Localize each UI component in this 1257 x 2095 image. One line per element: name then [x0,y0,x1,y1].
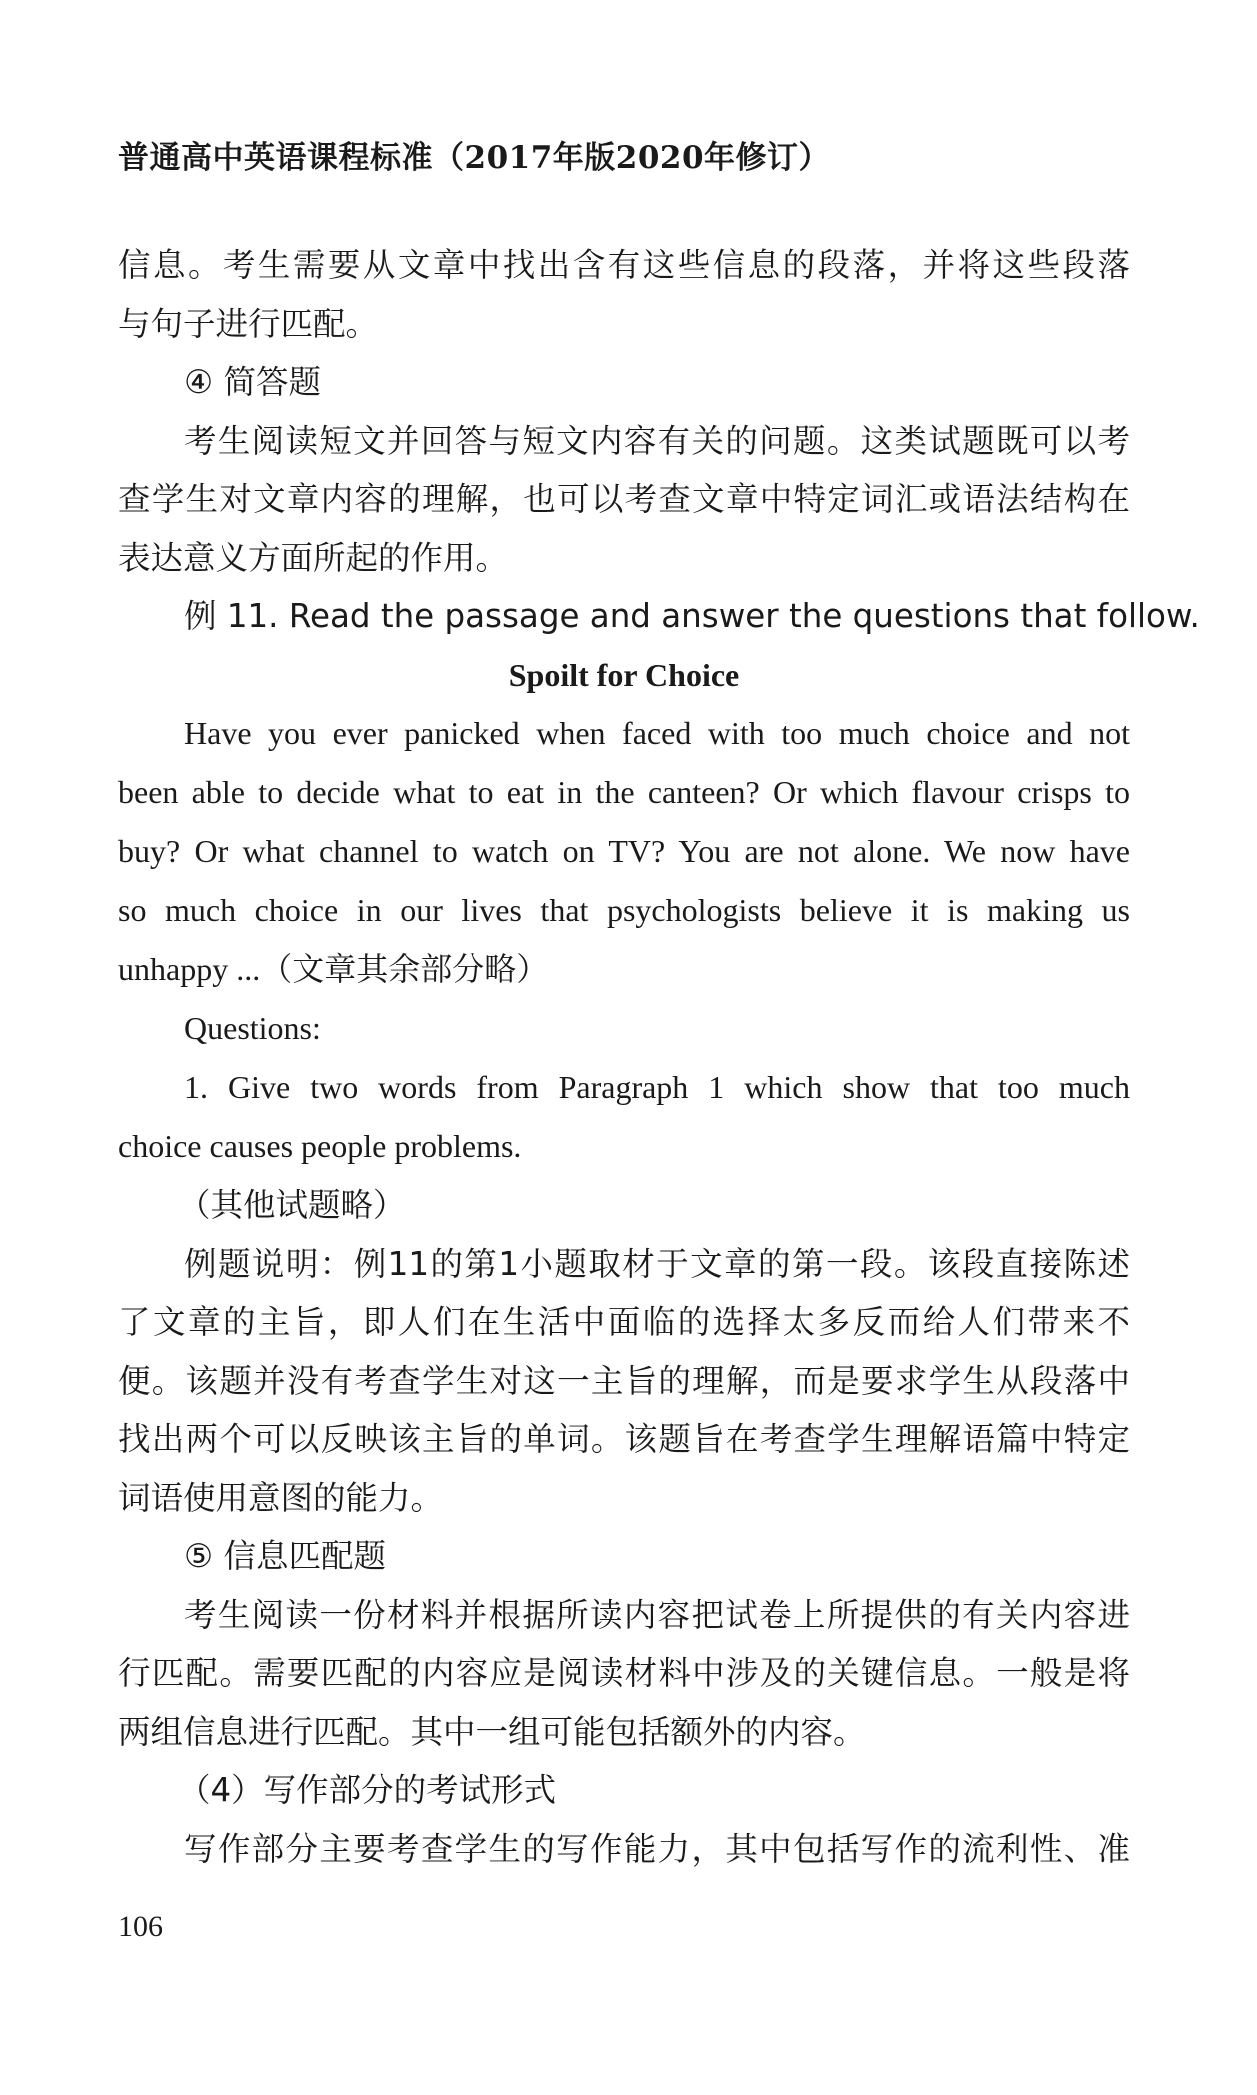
example-intro: 例 11. Read the passage and answer the questions that follow. [184,597,1200,635]
page-number: 106 [118,1910,163,1943]
section-heading: ⑤ 信息匹配题 [184,1537,386,1575]
text-line: 考生阅读短文并回答与短文内容有关的问题。这类试题既可以考 [184,421,1130,460]
questions-label: Questions: [184,1010,321,1046]
text-line: （其他试题略） [178,1186,406,1224]
question-line: 1. Give two words from Paragraph 1 which show that too much [184,1069,1130,1105]
passage-line: Have you ever panicked when faced with too much choice and not [184,715,1130,751]
text-line: 考生阅读一份材料并根据所读内容把试卷上所提供的有关内容进 [184,1595,1130,1634]
passage-line: unhappy ...（文章其余部分略） [118,951,549,987]
text-line: 行匹配。需要匹配的内容应是阅读材料中涉及的关键信息。一般是将 [118,1654,1130,1692]
text-line: 写作部分主要考查学生的写作能力，其中包括写作的流利性、准 [184,1829,1130,1868]
text-line: 表达意义方面所起的作用。 [118,538,509,577]
text-line: 例题说明：例11的第1小题取材于文章的第一段。该段直接陈述 [184,1244,1130,1283]
section-heading: （4）写作部分的考试形式 [178,1771,557,1809]
running-header: 普通高中英语课程标准（2017年版2020年修订） [118,140,831,176]
question-line: choice causes people problems. [118,1128,522,1164]
passage-title: Spoilt for Choice [508,656,740,693]
text-line: 便。该题并没有考查学生对这一主旨的理解，而是要求学生从段落中 [118,1361,1130,1400]
passage-line: buy? Or what channel to watch on TV? You are not alone. We now have [118,833,1130,869]
text-line: 与句子进行匹配。 [118,304,379,343]
text-line: 信息。考生需要从文章中找出含有这些信息的段落，并将这些段落 [118,246,1130,284]
passage-line: so much choice in our lives that psychologists believe it is making us [118,892,1130,928]
text-line: 查学生对文章内容的理解，也可以考查文章中特定词汇或语法结构在 [118,480,1130,518]
page-body [118,236,1200,1878]
text-line: 了文章的主旨，即人们在生活中面临的选择太多反而给人们带来不 [118,1303,1130,1341]
section-heading: ④ 简答题 [184,363,321,401]
text-line: 两组信息进行匹配。其中一组可能包括额外的内容。 [118,1712,866,1751]
passage-line: been able to decide what to eat in the canteen? Or which flavour crisps to [118,774,1130,810]
text-line: 找出两个可以反映该主旨的单词。该题旨在考查学生理解语篇中特定 [118,1420,1130,1458]
text-line: 词语使用意图的能力。 [118,1478,444,1517]
